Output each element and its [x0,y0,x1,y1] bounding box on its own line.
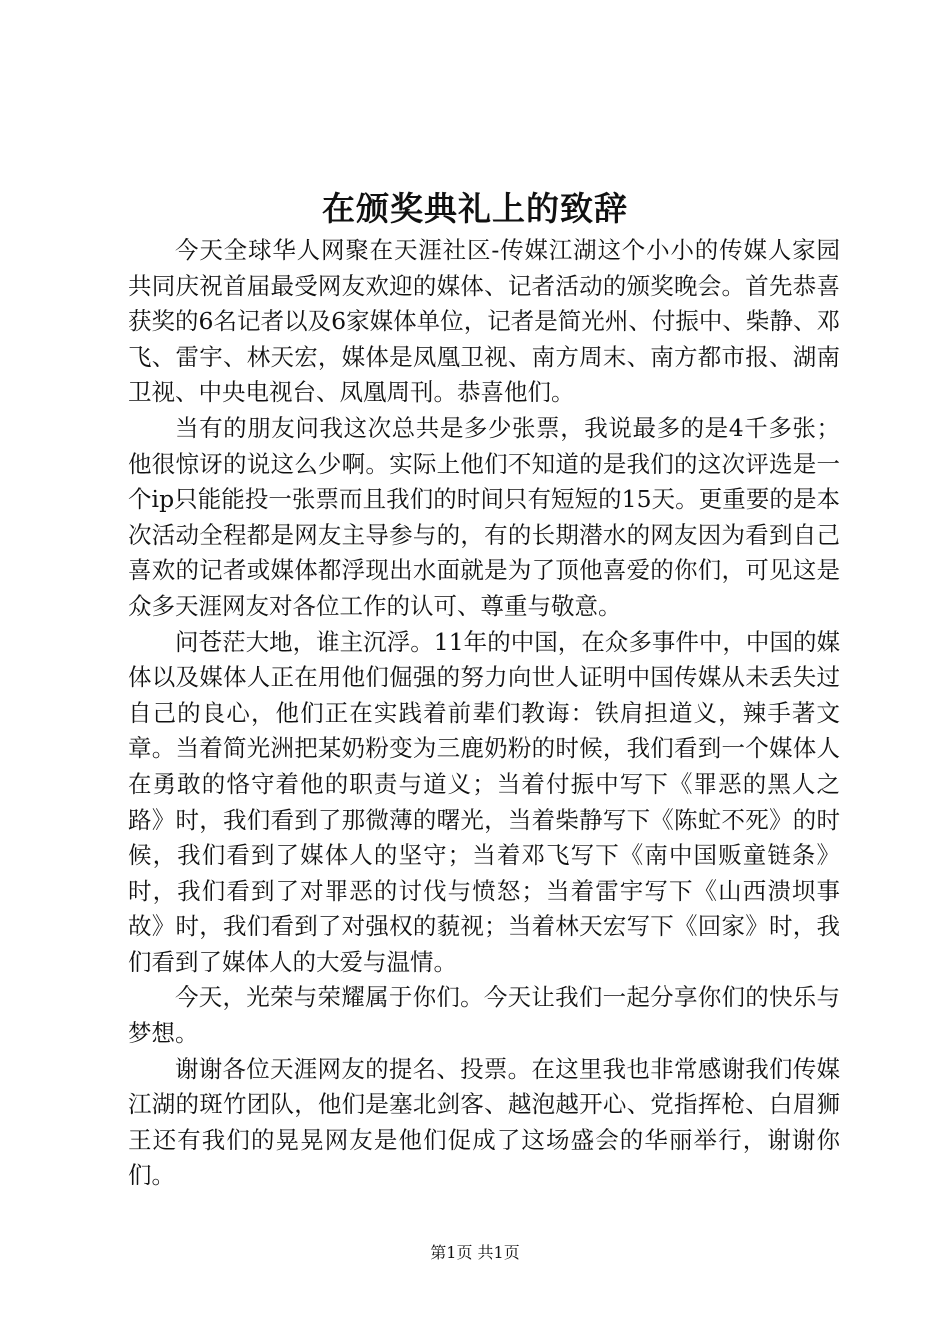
document-title: 在颁奖典礼上的致辞 [322,189,628,228]
paragraph-3: 问苍茫大地，谁主沉浮。11年的中国，在众多事件中，中国的媒体以及媒体人正在用他们倔强的努力向世人证明中国传媒从未丢失过自己的良心，他们正在实践着前辈们教诲：铁肩担道义，辣手著文章。当着简光洲把某奶粉变为三鹿奶粉的时候，我们看到一个媒体人在勇敢的恪守着他的职责与道义；当着付振中写下《罪恶的黑人之路》时，我们看到了那微薄的曙光，当着柴静写下《陈虻不死》的时候，我们看到了媒体人的坚守；当着邓飞写下《南中国贩童链条》时，我们看到了对罪恶的讨伐与愤怒；当着雷宇写下《山西溃坝事故》时，我们看到了对强权的藐视；当着林天宏写下《回家》时，我们看到了媒体人的大爱与温情。 [128,627,840,976]
page-footer: 第1页 共1页 [430,1243,520,1262]
paragraph-2: 当有的朋友问我这次总共是多少张票，我说最多的是4千多张；他很惊讶的说这么少啊。实际上他们不知道的是我们的这次评选是一个ip只能能投一张票而且我们的时间只有短短的15天。更重要的是本次活动全程都是网友主导参与的，有的长期潜水的网友因为看到自己喜欢的记者或媒体都浮现出水面就是为了顶他喜爱的你们，可见这是众多天涯网友对各位工作的认可、尊重与敬意。 [128,413,840,620]
paragraph-5: 谢谢各位天涯网友的提名、投票。在这里我也非常感谢我们传媒江湖的斑竹团队，他们是塞北剑客、越泡越开心、党指挥枪、白眉狮王还有我们的晃晃网友是他们促成了这场盛会的华丽举行，谢谢你们。 [128,1054,840,1190]
document-body [128,233,840,1194]
paragraph-4: 今天，光荣与荣耀属于你们。今天让我们一起分享你们的快乐与梦想。 [128,983,840,1048]
paragraph-1: 今天全球华人网聚在天涯社区-传媒江湖这个小小的传媒人家园共同庆祝首届最受网友欢迎的媒体、记者活动的颁奖晚会。首先恭喜获奖的6名记者以及6家媒体单位，记者是简光州、付振中、柴静、邓飞、雷宇、林天宏，媒体是凤凰卫视、南方周末、南方都市报、湖南卫视、中央电视台、凤凰周刊。恭喜他们。 [128,236,840,407]
